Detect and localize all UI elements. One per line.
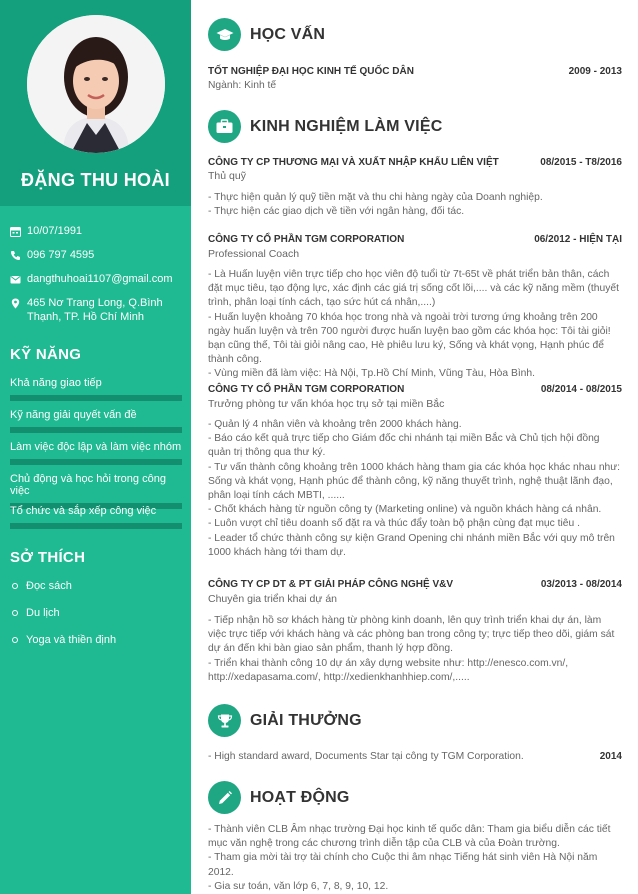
job-description: [208, 268, 622, 382]
skill-label: Tổ chức và sắp xếp công việc: [10, 505, 157, 517]
briefcase-icon: [208, 110, 241, 143]
skill-item: [10, 505, 182, 529]
company-name: CÔNG TY CP DT & PT GIẢI PHÁP CÔNG NGHỆ V&V: [208, 579, 454, 590]
address-text: 465 Nơ Trang Long, Q.Bình Thạnh, TP. Hồ Chí Minh: [27, 297, 163, 323]
job-description: [208, 614, 622, 685]
hobby-label: Đọc sách: [26, 580, 72, 592]
education-entry: [208, 66, 622, 77]
job-description: [208, 418, 622, 560]
hobby-item: [12, 607, 60, 619]
pencil-icon: [208, 781, 241, 814]
education-title: HỌC VẤN: [250, 25, 326, 43]
activities-header: [208, 781, 350, 814]
award-year: 2014: [599, 751, 622, 762]
award-text: - High standard award, Documents Star tại công ty TGM Corporation.: [208, 751, 524, 762]
description-line: - Vùng miền đã làm việc: Hà Nội, Tp.Hồ Chí Minh, Vũng Tàu, Hòa Bình.: [208, 368, 535, 380]
skill-bar: [10, 459, 182, 465]
job-period: 08/2014 - 08/2015: [540, 384, 622, 395]
description-line: - Quản lý 4 nhân viên và khoảng trên 2000 khách hàng.: [208, 419, 462, 430]
bullet-icon: [12, 610, 18, 616]
avatar: [27, 15, 165, 153]
hobby-label: Yoga và thiền định: [26, 634, 117, 646]
education-header: [208, 18, 325, 51]
contact-address: [10, 296, 180, 324]
description-line: - Tư vấn thành công khoảng trên 1000 khách hàng tham gia các khóa học khác nhau như: Sống và khát vọng, Hạnh phúc để thành công, kỹ năng thuyết trình, nghệ thuật lãnh đạo, phân loại tính cách MBTI, ......: [208, 461, 621, 502]
skill-label: Chủ động và học hỏi trong công việc: [10, 473, 166, 497]
description-line: - Là Huấn luyện viên trực tiếp cho học viên độ tuổi từ 7t-65t về phát triển bản thân, cách đặt mục tiêu, tạo động lực, xác định các giá trị sống cốt lõi,.... và các kỹ năng mềm (thuyết trình, phân loại tính cách, tạo sức hút cá nhân,....): [208, 269, 619, 309]
job-entry: [208, 157, 622, 168]
skill-bar: [10, 427, 182, 433]
job-role: Thủ quỹ: [208, 170, 246, 182]
activity-line: - Thành viên CLB Âm nhạc trường Đại học kinh tế quốc dân: Tham gia biểu diễn các tiết mục văn nghệ trong các chương trình diễn tập của CLB và của Đoàn trường.: [208, 824, 611, 850]
calendar-icon: [10, 226, 21, 237]
bullet-icon: [12, 583, 18, 589]
description-line: - Chốt khách hàng từ nguồn công ty (Marketing online) và nguồn khách hàng cá nhân.: [208, 504, 602, 516]
profile-name: ĐẶNG THU HOÀI: [21, 170, 170, 190]
description-line: - Thực hiện quản lý quỹ tiền mặt và thu chi hàng ngày của Doanh nghiệp.: [208, 192, 543, 203]
description-line: - Triển khai thành công 10 dự án xây dựng website như: http://enesco.com.vn/, http://xedapasama.com/, http://xedienkhanhhiep.com/,.....: [208, 657, 569, 683]
email-text: dangthuhoai1107@gmail.com: [27, 273, 173, 285]
job-role: Trưởng phòng tư vấn khóa học trụ sở tại miền Bắc: [208, 398, 445, 410]
experience-title: KINH NGHIỆM LÀM VIỆC: [250, 117, 443, 135]
skill-label: Kỹ năng giải quyết vấn đề: [10, 409, 137, 421]
description-line: - Leader tổ chức thành công sự kiện Grand Opening chi nhánh miền Bắc với quy mô trên 1000 khách hàng tới tham dự.: [208, 532, 615, 558]
description-line: - Luôn vượt chỉ tiêu doanh số đặt ra và thúc đẩy toàn bộ phận cùng đạt mục tiêu .: [208, 518, 580, 530]
job-entry: [208, 579, 622, 590]
award-entry: [208, 751, 622, 762]
description-line: - Thực hiện các giao dịch về tiền với ngân hàng, đối tác.: [208, 206, 465, 218]
phone-text: 096 797 4595: [27, 249, 95, 261]
skill-label: Làm việc độc lập và làm việc nhóm: [10, 441, 182, 453]
bullet-icon: [12, 637, 18, 643]
job-entry: [208, 384, 622, 395]
company-name: CÔNG TY CỔ PHẦN TGM CORPORATION: [208, 234, 405, 245]
contact-email: [10, 272, 173, 286]
job-description: [208, 191, 622, 219]
education-major: Ngành: Kinh tế: [208, 80, 277, 91]
job-period: 08/2015 - T8/2016: [540, 157, 622, 168]
activity-line: - Gia sư toán, văn lớp 6, 7, 8, 9, 10, 12.: [208, 880, 389, 892]
skill-item: [10, 441, 182, 465]
job-role: Chuyên gia triển khai dự án: [208, 593, 338, 605]
hobby-item: [12, 580, 72, 592]
phone-icon: [10, 250, 21, 261]
awards-header: [208, 704, 362, 737]
job-period: 06/2012 - HIỆN TẠI: [534, 234, 622, 245]
skill-label: Khả năng giao tiếp: [10, 377, 102, 389]
skill-bar: [10, 523, 182, 529]
email-icon: [10, 274, 21, 285]
trophy-icon: [208, 704, 241, 737]
birthday-text: 10/07/1991: [27, 225, 83, 237]
skills-title: KỸ NĂNG: [10, 346, 82, 363]
education-years: 2009 - 2013: [568, 66, 622, 77]
sidebar: [0, 0, 191, 894]
skill-item: [10, 409, 182, 433]
awards-title: GIẢI THƯỞNG: [250, 711, 362, 729]
job-entry: [208, 234, 622, 245]
contact-phone: [10, 248, 94, 262]
description-line: - Tiếp nhận hồ sơ khách hàng từ phòng kinh doanh, lên quy trình triển khai dự án, làm việc trực tiếp với khách hàng và các phòng ban trong công ty; trực tiếp theo dõi, giám sát dự án đến khi bàn giao sản phẩm, thanh lý hợp đồng.: [208, 615, 615, 655]
hobbies-title: SỞ THÍCH: [10, 549, 86, 566]
company-name: CÔNG TY CP THƯƠNG MẠI VÀ XUẤT NHẬP KHẨU LIÊN VIỆT: [208, 157, 499, 168]
skill-bar: [10, 395, 182, 401]
skill-item: [10, 377, 182, 401]
hobby-label: Du lịch: [26, 607, 60, 619]
description-line: - Huấn luyện khoảng 70 khóa học trong nhà và ngoài trời tương ứng khoảng trên 200 ngày huấn luyện và trên 700 người được huấn luyện bao gồm các khóa học: Tôi tài giỏi! bạn cũng thế, Tôi tài giỏi nâng cao, Hè phiêu lưu ký, Sống và khát vọng, Hạnh phúc để thành công.: [208, 311, 611, 366]
avatar-photo: [27, 15, 165, 153]
skill-item: [10, 473, 182, 509]
company-name: CÔNG TY CỔ PHẦN TGM CORPORATION: [208, 384, 405, 395]
activity-line: - Tham gia mời tài trợ tài chính cho Cuộc thi âm nhạc Tiếng hát sinh viên Hà Nội năm 2012.: [208, 852, 598, 878]
description-line: - Báo cáo kết quả trực tiếp cho Giám đốc chi nhánh tại miền Bắc và Chủ tịch hội đồng quản trị thông qua thư ký.: [208, 433, 600, 459]
activities-description: [208, 823, 622, 894]
contact-birthday: [10, 224, 82, 238]
job-role: Professional Coach: [208, 248, 300, 260]
hobby-item: [12, 634, 116, 646]
experience-header: [208, 110, 442, 143]
school-name: TỐT NGHIỆP ĐẠI HỌC KINH TẾ QUỐC DÂN: [208, 66, 414, 77]
graduation-cap-icon: [208, 18, 241, 51]
activities-title: HOẠT ĐỘNG: [250, 788, 350, 806]
job-period: 03/2013 - 08/2014: [540, 579, 622, 590]
location-pin-icon: [10, 298, 21, 309]
